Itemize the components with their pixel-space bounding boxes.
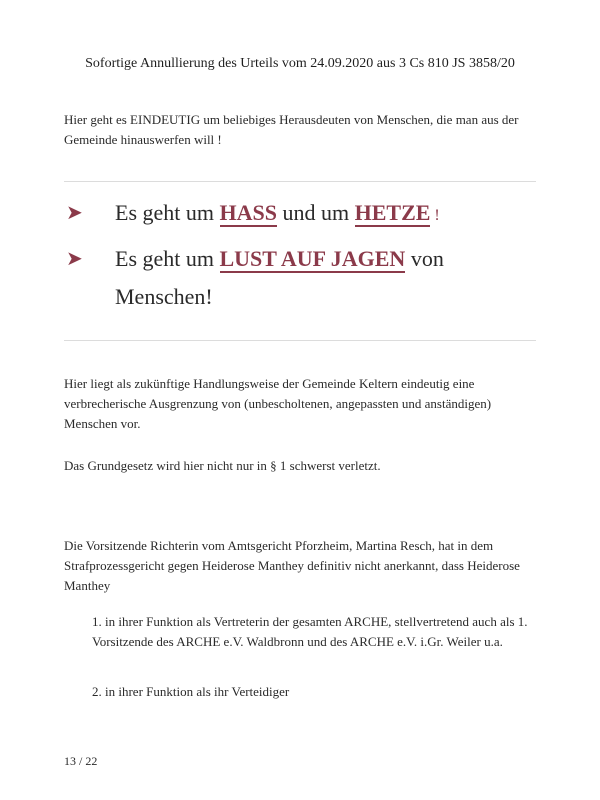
highlight-hass: HASS (219, 200, 277, 225)
bullet1-suffix: ! (430, 207, 440, 224)
bullet2-suffix: von Menschen! (115, 246, 444, 309)
divider-top (64, 181, 536, 182)
highlight-hetze: HETZE (354, 200, 431, 225)
bullet-text-hass (115, 194, 545, 235)
bullet2-prefix: Es geht um (115, 246, 220, 271)
document-title: Sofortige Annullierung des Urteils vom 24.09.2020 aus 3 Cs 810 JS 3858/20 (85, 56, 515, 71)
list-item-1: 1. in ihrer Funktion als Vertreterin der gesamten ARCHE, stellvertretend auch als 1. Vorsitzende des ARCHE e.V. Waldbronn und des ARCHE e.V. i.Gr. Weiler u.a. (92, 614, 528, 649)
bullet1-prefix: Es geht um (115, 200, 220, 225)
grundgesetz-paragraph: Das Grundgesetz wird hier nicht nur in § 1 schwerst verletzt. (64, 458, 381, 473)
judge-paragraph: Die Vorsitzende Richterin vom Amtsgericht Pforzheim, Martina Resch, hat in dem Strafprozessgericht gegen Heiderose Manthey definitiv nicht anerkannt, dass Heiderose Manthey (64, 538, 520, 593)
list-item-2: 2. in ihrer Funktion als ihr Verteidiger (92, 684, 290, 699)
arrowhead-bullet-icon: ➤ (66, 246, 83, 270)
bullet1-middle: und um (276, 200, 355, 225)
intro-paragraph: Hier geht es EINDEUTIG um beliebiges Herausdeuten von Menschen, die man aus der Gemeinde hinauswerfen will ! (64, 112, 519, 147)
bullet-text-jagen (115, 240, 545, 316)
arrowhead-bullet-icon: ➤ (66, 200, 83, 224)
divider-bottom (64, 340, 536, 341)
future-paragraph: Hier liegt als zukünftige Handlungsweise der Gemeinde Keltern eindeutig eine verbrecherische Ausgrenzung von (unbescholtenen, angepassten und anständigen) Menschen vor. (64, 376, 492, 431)
highlight-lust-auf-jagen: LUST AUF JAGEN (219, 246, 406, 271)
page-number: 13 / 22 (64, 754, 98, 768)
